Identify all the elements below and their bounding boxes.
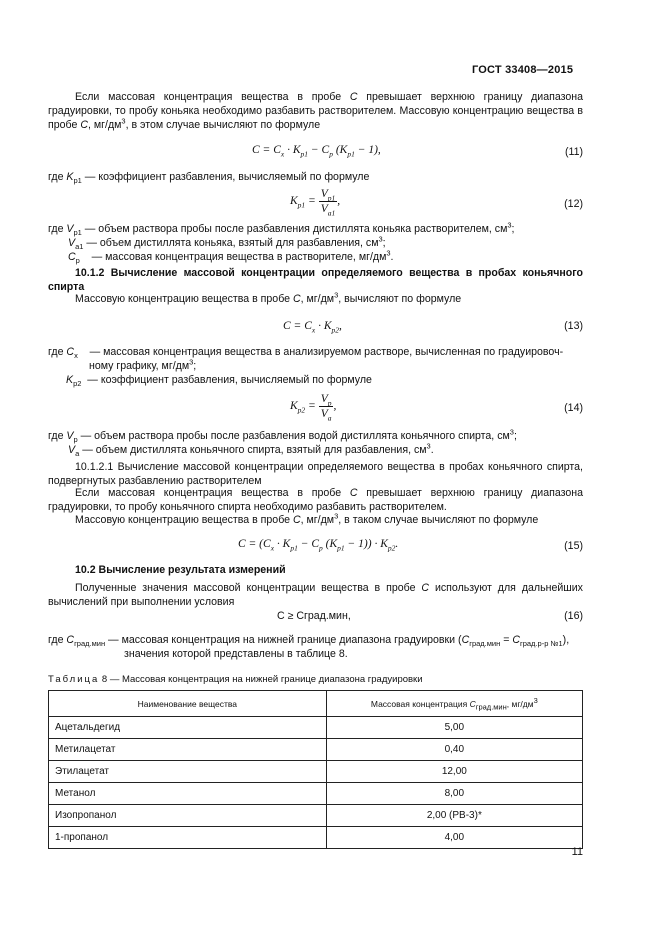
paragraph-dilution: Если массовая концентрация вещества в пробе C превышает верхнюю границу диапазона градуировки, то пробу коньяка необходимо разбавить растворителем. Массовую концентрацию вещества в пробе C, $мг/дм^3$, в этом случае вычисляют по формуле [48,91,584,131]
formula-12: $K_{р1}$ = $\frac{V_{р1}}{V_{а1}}$ , [290,188,341,218]
table-caption: Таблица 8 — Массовая концентрация на нижней границе диапазона градуировки [48,674,423,685]
table-row [49,739,583,761]
equation-number-14: (14) [564,402,583,414]
where-kp1: где $K_{р1}$ — коэффициент разбавления, вычисляемый по формуле [48,171,370,186]
equation-number-11: (11) [564,146,583,158]
paragraph-10-2: Полученные значения массовой концентрации вещества в пробе C используют для дальнейших вычислений при выполнении условия [48,582,583,608]
equation-number-12: (12) [564,198,583,210]
table-row [49,827,583,849]
page-number: 11 [571,846,583,858]
cell-value: 12,00 [326,761,582,783]
formula-11: $C = C_x \cdot K_{р1} - C_р$ $(K_{р1} - 1)$, [252,144,381,159]
formula-16: C ≥ Cград.мин, [277,610,351,622]
equation-number-13: (13) [564,320,583,332]
equation-number-16: (16) [564,610,583,622]
cell-name: Этилацетат [49,761,327,783]
where-vp1: где $V_{р1}$ — объем раствора пробы после разбавления дистиллята коньяка растворителем, $см^3$; [48,220,515,238]
where-cgrad: где $C_{град.мин}$ — массовая концентрация на нижней границе диапазона градуировки $(C_{град.мин} = C_{град.р-р №1})$, [48,634,570,649]
cell-name: Ацетальдегид [49,717,327,739]
cell-value: 0,40 [326,739,582,761]
cell-name: Метанол [49,783,327,805]
equation-number-15: (15) [564,540,583,552]
cell-value: 5,00 [326,717,582,739]
cell-value: 2,00 (РВ-3)* [326,805,582,827]
section-heading-10-1-2: 10.1.2 Вычисление массовой концентрации определяемого вещества в пробах коньячного спирта [48,267,583,293]
where-cx: где $C_x$ — массовая концентрация вещества в анализируемом растворе, вычисленная по градуировоч- [48,346,564,361]
table-row [49,805,583,827]
section-heading-10-2: 10.2 Вычисление результата измерений [75,564,286,576]
table-row [49,761,583,783]
cell-name: 1-пропанол [49,827,327,849]
where-cgrad-cont: значения которой представлены в таблице 8. [124,648,348,660]
document-header: ГОСТ 33408—2015 [472,64,574,76]
table-row [49,783,583,805]
section-10-1-2-1: 10.1.2.1 Вычисление массовой концентрации определяемого вещества в пробах коньячного спирта, подвергнутых разбавлению растворителем [48,461,583,487]
paragraph-10-1-2: Массовую концентрацию вещества в пробе C, $мг/дм^3$, вычисляют по формуле [75,290,462,305]
cell-value: 8,00 [326,783,582,805]
where-kp2: $K_{р2}$ — коэффициент разбавления, вычисляемый по формуле [66,374,372,389]
table-header-row [49,691,583,717]
col-header-substance: Наименование вещества [49,691,327,717]
col-header-concentration: Массовая концентрация $C_{град.мин}$, $мг/дм^3$ [326,691,582,717]
cell-name: Метилацетат [49,739,327,761]
where-cx-cont: ному графику, $мг/дм^3$; [89,357,197,372]
formula-14: $K_{р2}$ = $\frac{V_р}{V_а}$ , [290,393,337,423]
paragraph-dilution-spirit: Если массовая концентрация вещества в пробе C превышает верхнюю границу диапазона градуировки, то пробу коньячного спирта необходимо разбавить растворителем. [48,487,584,513]
paragraph-formula-15: Массовую концентрацию вещества в пробе C, $мг/дм^3$, в таком случае вычисляют по формуле [75,511,539,526]
where-va1: $V_{а1}$ — объем дистиллята коньяка, взятый для разбавления, $см^3$; [68,234,386,252]
cell-name: Изопропанол [49,805,327,827]
table-8 [48,690,583,849]
formula-13: $C = C_x \cdot K_{р2}$, [283,320,342,335]
formula-15: $C = (C_x \cdot K_{р1} - C_р$ $(K_{р1} - 1)) \cdot K_{р2}$. [238,538,399,553]
where-va: $V_а$ — объем дистиллята коньячного спирта, взятый для разбавления, $см^3$. [68,441,434,459]
where-cp: $C_р$ — массовая концентрация вещества в растворителе, $мг/дм^3$. [68,248,394,266]
where-vp: где $V_р$ — объем раствора пробы после разбавления водой дистиллята коньячного спирта, $см^3$; [48,427,517,445]
table-row [49,717,583,739]
cell-value: 4,00 [326,827,582,849]
